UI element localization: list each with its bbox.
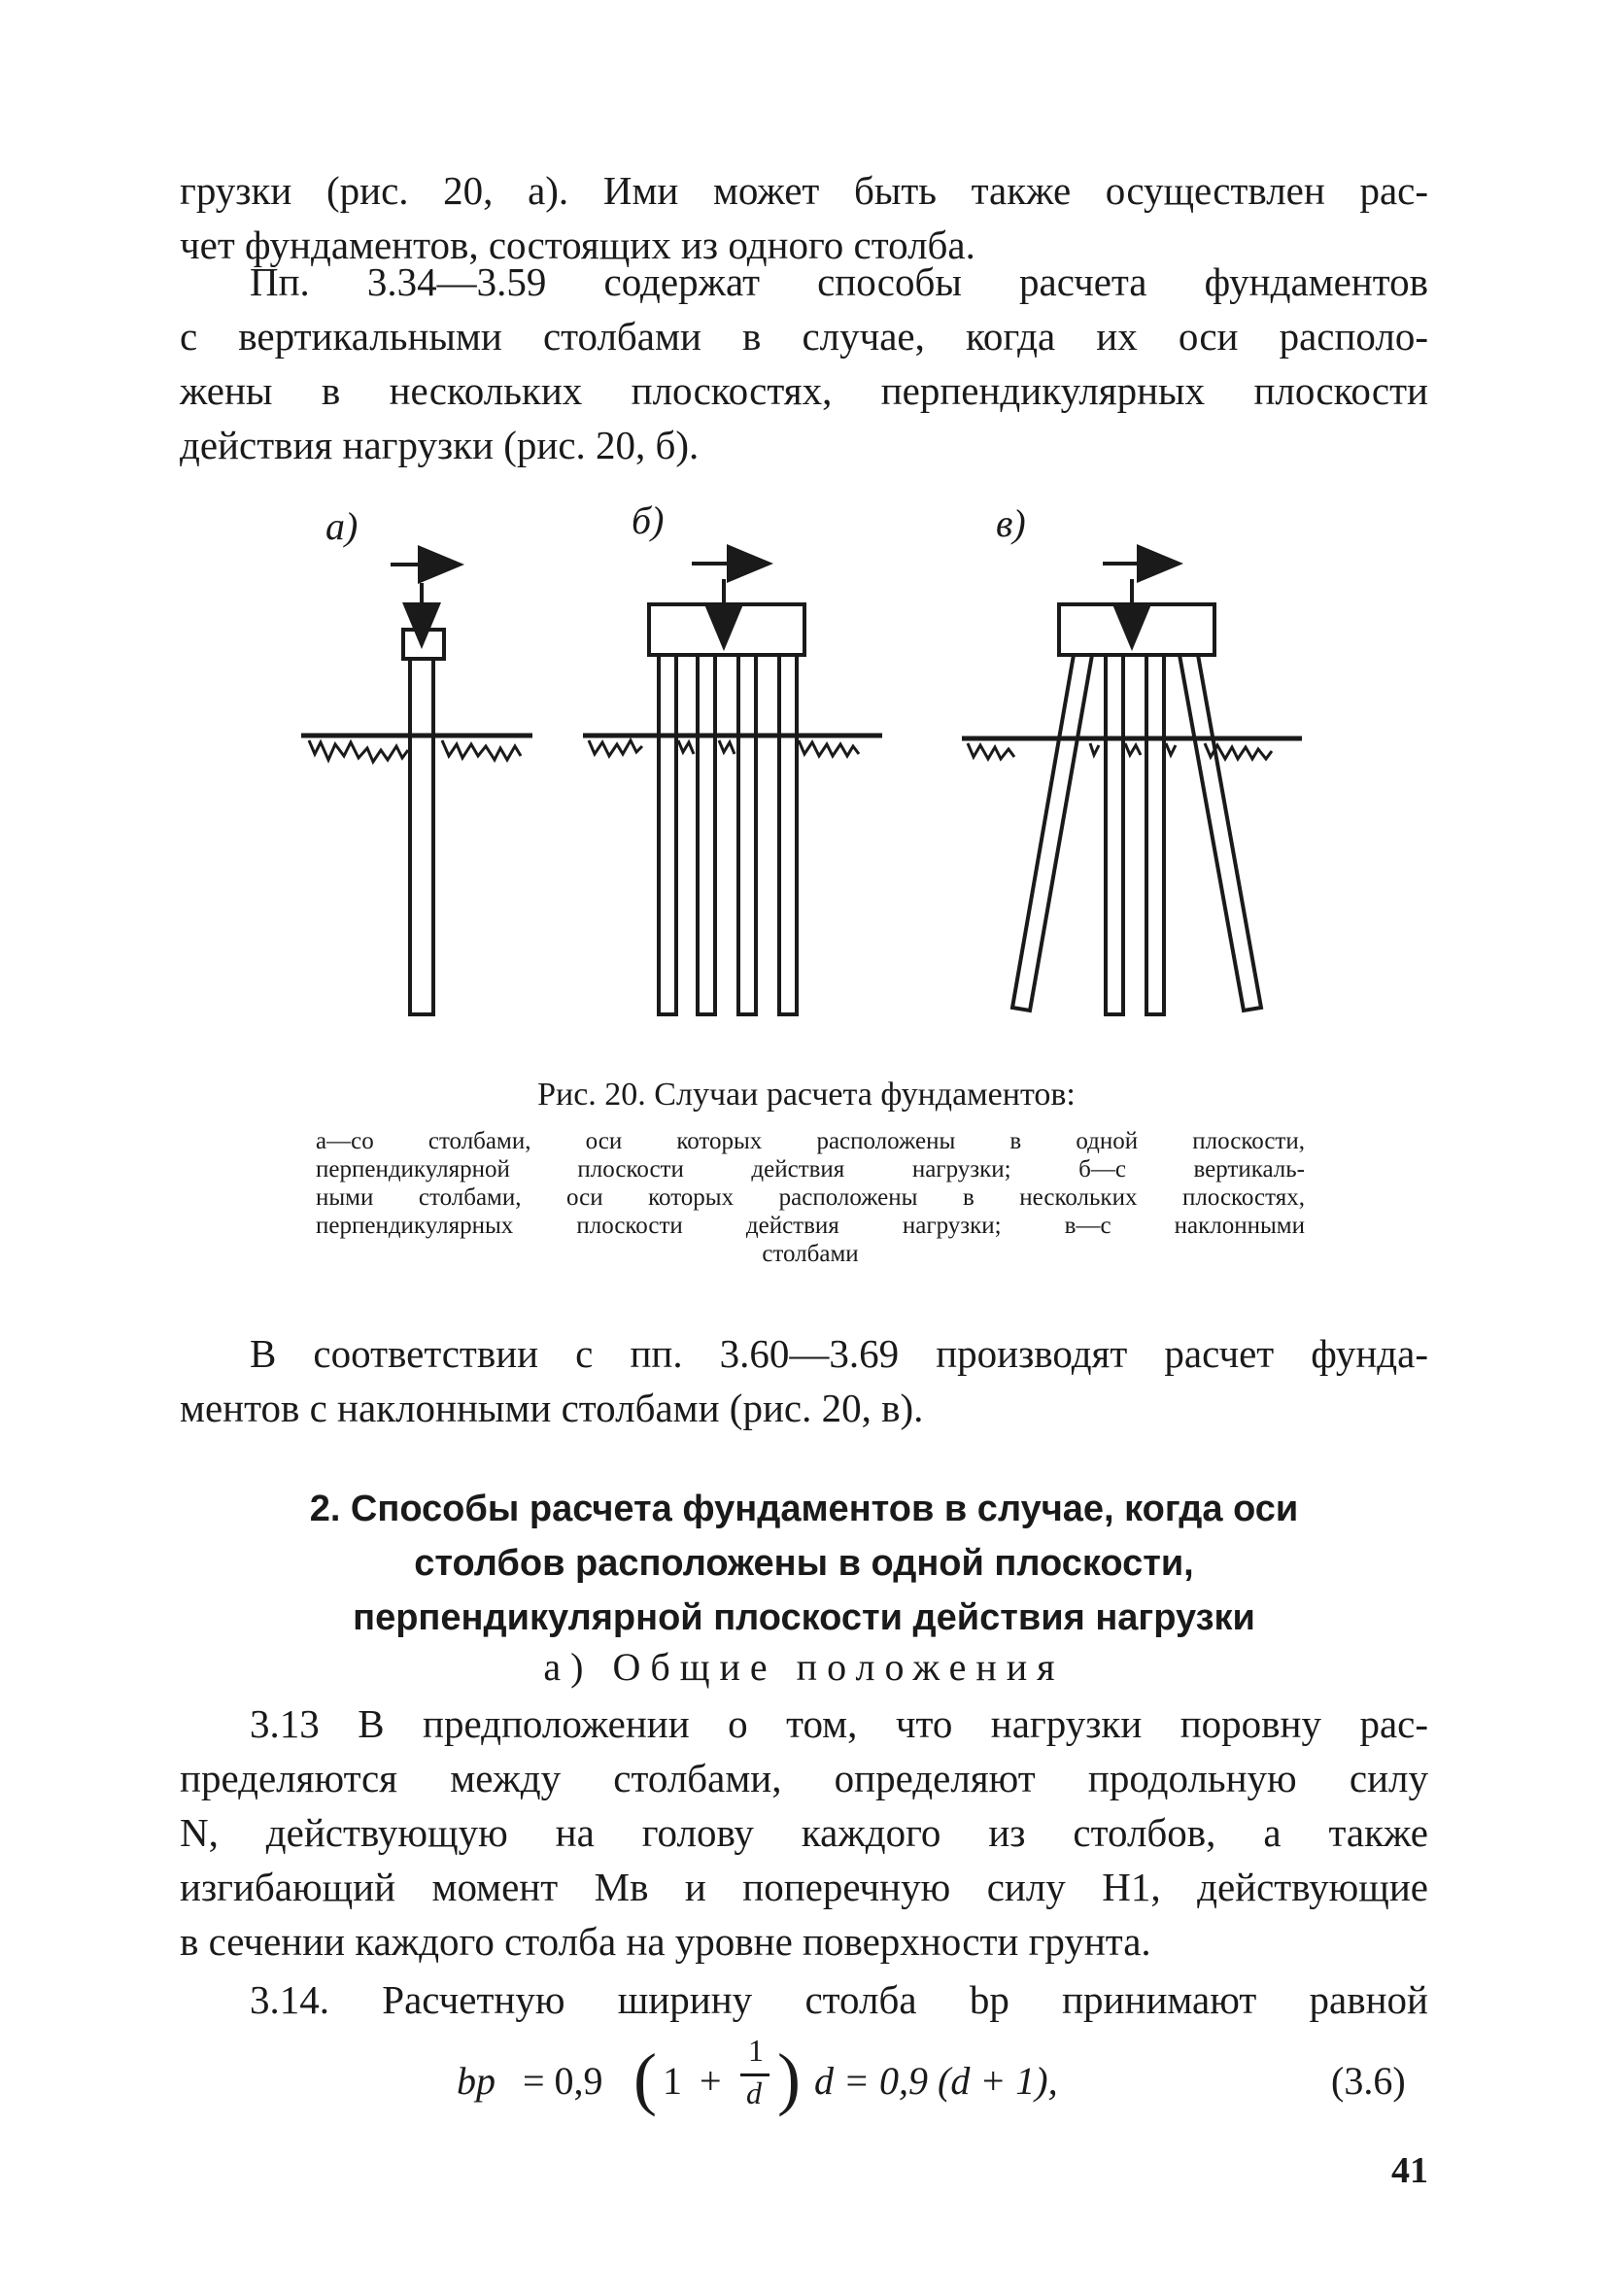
formula-one: 1 — [663, 2059, 682, 2103]
text-line: в сечении каждого столба на уровне поверхности грунта. — [180, 1919, 1151, 1964]
heading-line: перпендикулярной плоскости действия нагрузки — [353, 1597, 1255, 1638]
pile — [779, 655, 797, 1014]
text-line: Пп. 3.34—3.59 содержат способы расчета фундаментов — [250, 259, 1428, 304]
formula-denominator: d — [746, 2075, 762, 2110]
figure-label-v: в) — [996, 501, 1026, 545]
pile — [1146, 655, 1164, 1014]
figure-b-vertical-piles — [583, 564, 882, 1014]
formula-rhs: d = 0,9 (d + 1), — [814, 2059, 1058, 2103]
figure-caption-body — [316, 1127, 1305, 1268]
text-line: N, действующую на голову каждого из столбов, а также — [180, 1810, 1428, 1855]
formula-numerator: 1 — [748, 2033, 764, 2068]
section-heading — [180, 1482, 1428, 1645]
pile-cap — [649, 604, 804, 655]
text-line: изгибающий момент Mв и поперечную силу H1, действующие — [180, 1865, 1428, 1909]
text-line: 3.14. Расчетную ширину столба bр принимают равной — [250, 1977, 1428, 2022]
text-line: чет фундаментов, состоящих из одного столба. — [180, 223, 975, 267]
text-line: действия нагрузки (рис. 20, б). — [180, 423, 700, 467]
text-line: пределяются между столбами, определяют продольную силу — [180, 1756, 1428, 1800]
caption-line: ными столбами, оси которых расположены в нескольких плоскостях, — [316, 1184, 1305, 1211]
text-line: с вертикальными столбами в случае, когда их оси располо- — [180, 314, 1428, 359]
caption-line: перпендикулярных плоскости действия нагрузки; в—с наклонными — [316, 1213, 1305, 1239]
text-line: В соответствии с пп. 3.60—3.69 производят расчет фунда- — [250, 1331, 1428, 1376]
pile-foundation-figure — [0, 0, 1607, 1069]
pile — [410, 659, 433, 1014]
paragraph-3-13 — [180, 1696, 1428, 1969]
inclined-pile — [1012, 655, 1092, 1011]
text-line: ментов с наклонными столбами (рис. 20, в). — [180, 1386, 924, 1430]
pile-cap — [1059, 604, 1214, 655]
formula-lhs: bр — [457, 2059, 496, 2103]
text-line: жены в нескольких плоскостях, перпендикулярных плоскости — [180, 368, 1428, 413]
caption-line: перпендикулярной плоскости действия нагрузки; б—с вертикаль- — [316, 1156, 1305, 1182]
caption-line: а—со столбами, оси которых расположены в одной плоскости, — [316, 1128, 1305, 1154]
ground-surface — [962, 738, 1302, 759]
formula-plus: + — [700, 2059, 722, 2103]
pile — [659, 655, 676, 1014]
heading-line: столбов расположены в одной плоскости, — [414, 1543, 1194, 1584]
figure-label-b: б) — [632, 498, 665, 542]
page-number: 41 — [1391, 2150, 1428, 2191]
paragraph-pp-3-60 — [180, 1326, 1428, 1435]
figure-label-a: а) — [325, 504, 359, 548]
subsection-heading: а) Общие положения — [543, 1645, 1065, 1689]
pile — [1106, 655, 1123, 1014]
figure-v-inclined-piles — [962, 564, 1302, 1014]
formula-eq1: = 0,9 — [523, 2059, 603, 2103]
formula-open-paren: ( — [633, 2039, 657, 2117]
formula-3-6 — [457, 2031, 1438, 2118]
formula-number: (3.6) — [1331, 2059, 1406, 2103]
pile — [738, 655, 756, 1014]
figure-caption-title: Рис. 20. Случаи расчета фундаментов: — [537, 1077, 1076, 1113]
pile — [698, 655, 715, 1014]
caption-line: столбами — [762, 1241, 859, 1267]
paragraph-3-14 — [180, 1972, 1428, 2027]
text-line: грузки (рис. 20, а). Ими может быть также осуществлен рас- — [180, 168, 1428, 213]
ground-surface — [301, 736, 532, 762]
text-line: 3.13 В предположении о том, что нагрузки поровну рас- — [250, 1701, 1428, 1746]
figure-a-single-pile — [301, 565, 532, 1014]
formula-close-paren: ) — [777, 2039, 801, 2117]
heading-line: 2. Способы расчета фундаментов в случае, когда оси — [309, 1489, 1299, 1529]
inclined-pile — [1180, 655, 1261, 1011]
ground-surface — [583, 736, 882, 756]
